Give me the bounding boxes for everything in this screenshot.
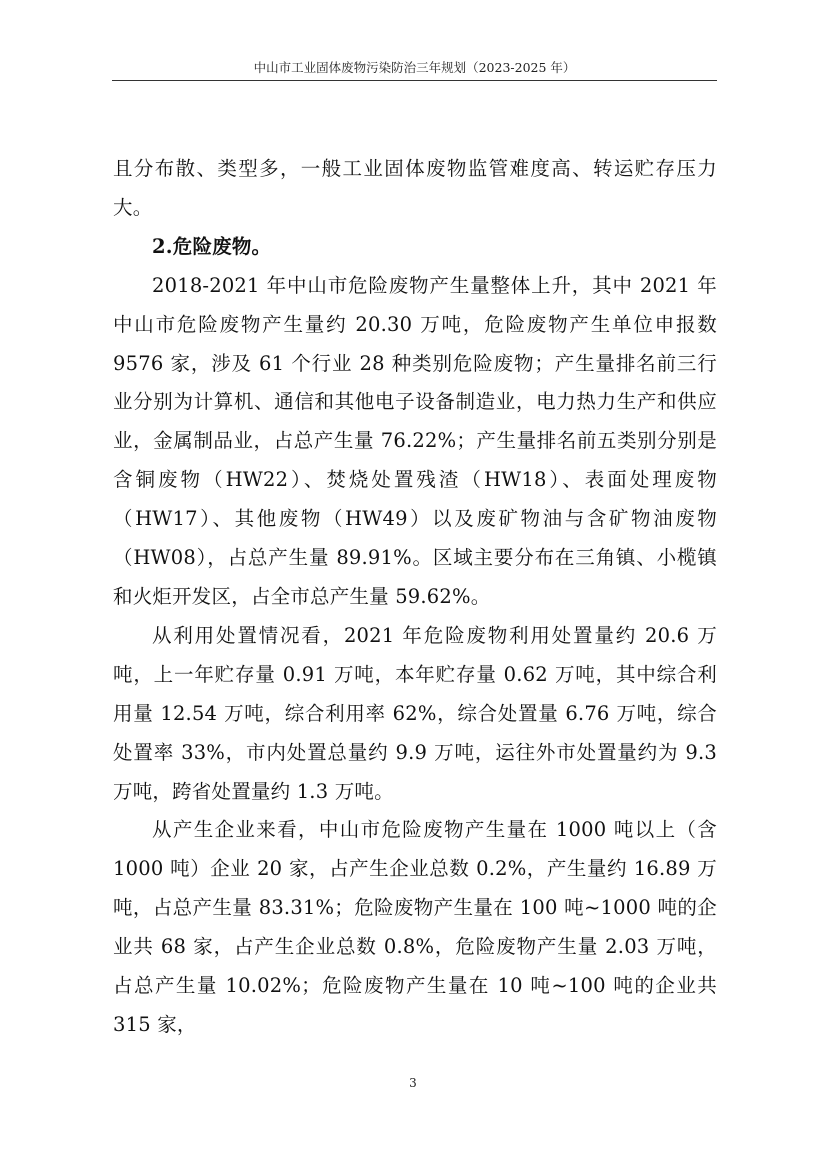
paragraph-continuation: 且分布散、类型多，一般工业固体废物监管难度高、转运贮存压力大。: [113, 157, 717, 219]
section-heading: 2.危险废物。: [152, 234, 272, 258]
document-body: [113, 150, 717, 1045]
header-rule: [112, 80, 717, 81]
paragraph-enterprises: 从产生企业来看，中山市危险废物产生量在 1000 吨以上（含 1000 吨）企业 20 家，占产生企业总数 0.2%，产生量约 16.89 万吨，占总产生量 83.31%；危险废物产生量在 100 吨~1000 吨的企业共 68 家，占产生企业总数 0.8%，危险废物产生量 2.03 万吨，占总产生量 10.02%；危险废物产生量在 10 吨~100 吨的企业共 315 家，: [113, 818, 717, 1036]
page-number: 3: [409, 1076, 417, 1090]
running-header: 中山市工业固体废物污染防治三年规划（2023-2025 年）: [253, 60, 576, 75]
paragraph-disposal: 从利用处置情况看，2021 年危险废物利用处置量约 20.6 万吨，上一年贮存量 0.91 万吨，本年贮存量 0.62 万吨，其中综合利用量 12.54 万吨，综合利用率 62%，综合处置量 6.76 万吨，综合处置率 33%，市内处置总量约 9.9 万吨，运往外市处置量约为 9.3 万吨，跨省处置量约 1.3 万吨。: [113, 623, 717, 803]
paragraph-production: 2018-2021 年中山市危险废物产生量整体上升，其中 2021 年中山市危险废物产生量约 20.30 万吨，危险废物产生单位申报数 9576 家，涉及 61 个行业 28 种类别危险废物；产生量排名前三行业分别为计算机、通信和其他电子设备制造业，电力热力生产和供应业，金属制品业，占总产生量 76.22%；产生量排名前五类别分别是含铜废物（HW22）、焚烧处置残渣（HW18）、表面处理废物（HW17）、其他废物（HW49）以及废矿物油与含矿物油废物（HW08），占总产生量 89.91%。区域主要分布在三角镇、小榄镇和火炬开发区，占全市总产生量 59.62%。: [113, 273, 717, 608]
